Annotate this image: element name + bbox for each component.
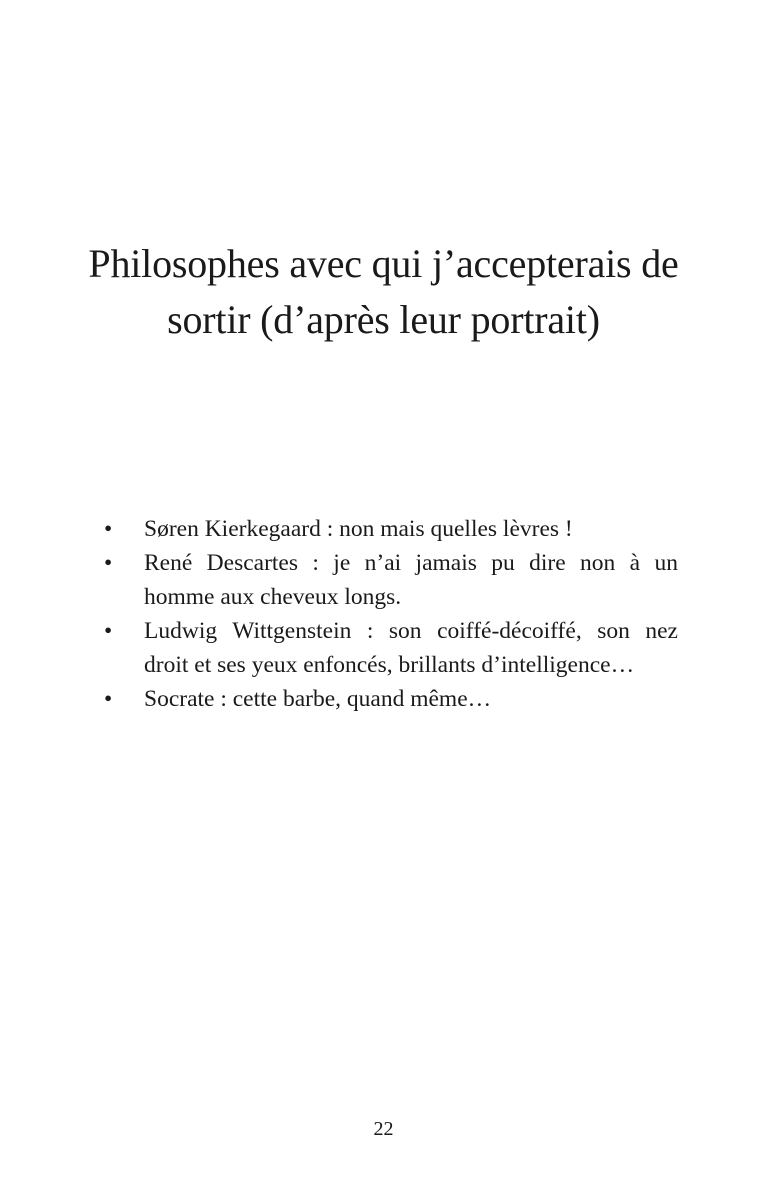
- bullet-icon: •: [104, 618, 113, 644]
- bullet-icon: •: [104, 550, 113, 576]
- title-line-2: sortir (d’après leur portrait): [167, 297, 600, 342]
- bullet-icon: •: [104, 516, 113, 542]
- title-line-1: Philosophes avec qui j’accepterais de: [88, 241, 679, 286]
- list-item-text: Socrate : cette barbe, quand même…: [144, 686, 492, 712]
- list-item-text: homme aux cheveux longs.: [144, 584, 402, 610]
- list-item: [104, 614, 678, 682]
- list-item: [104, 512, 678, 546]
- list-item-text: droit et ses yeux enfoncés, brillants d’intelligence…: [144, 652, 635, 678]
- list-item-text: Ludwig Wittgenstein : son coiffé-décoiffé, son nez: [144, 618, 678, 644]
- list-item: [104, 546, 678, 614]
- list-item-text: René Descartes : je n’ai jamais pu dire non à un: [144, 550, 678, 576]
- list-item: [104, 682, 678, 716]
- bullet-icon: •: [104, 686, 113, 712]
- page-title: [40, 236, 727, 348]
- list-item-text: Søren Kierkegaard : non mais quelles lèvres !: [144, 516, 573, 542]
- page-number: 22: [373, 1118, 394, 1140]
- philosophers-list: [104, 512, 678, 716]
